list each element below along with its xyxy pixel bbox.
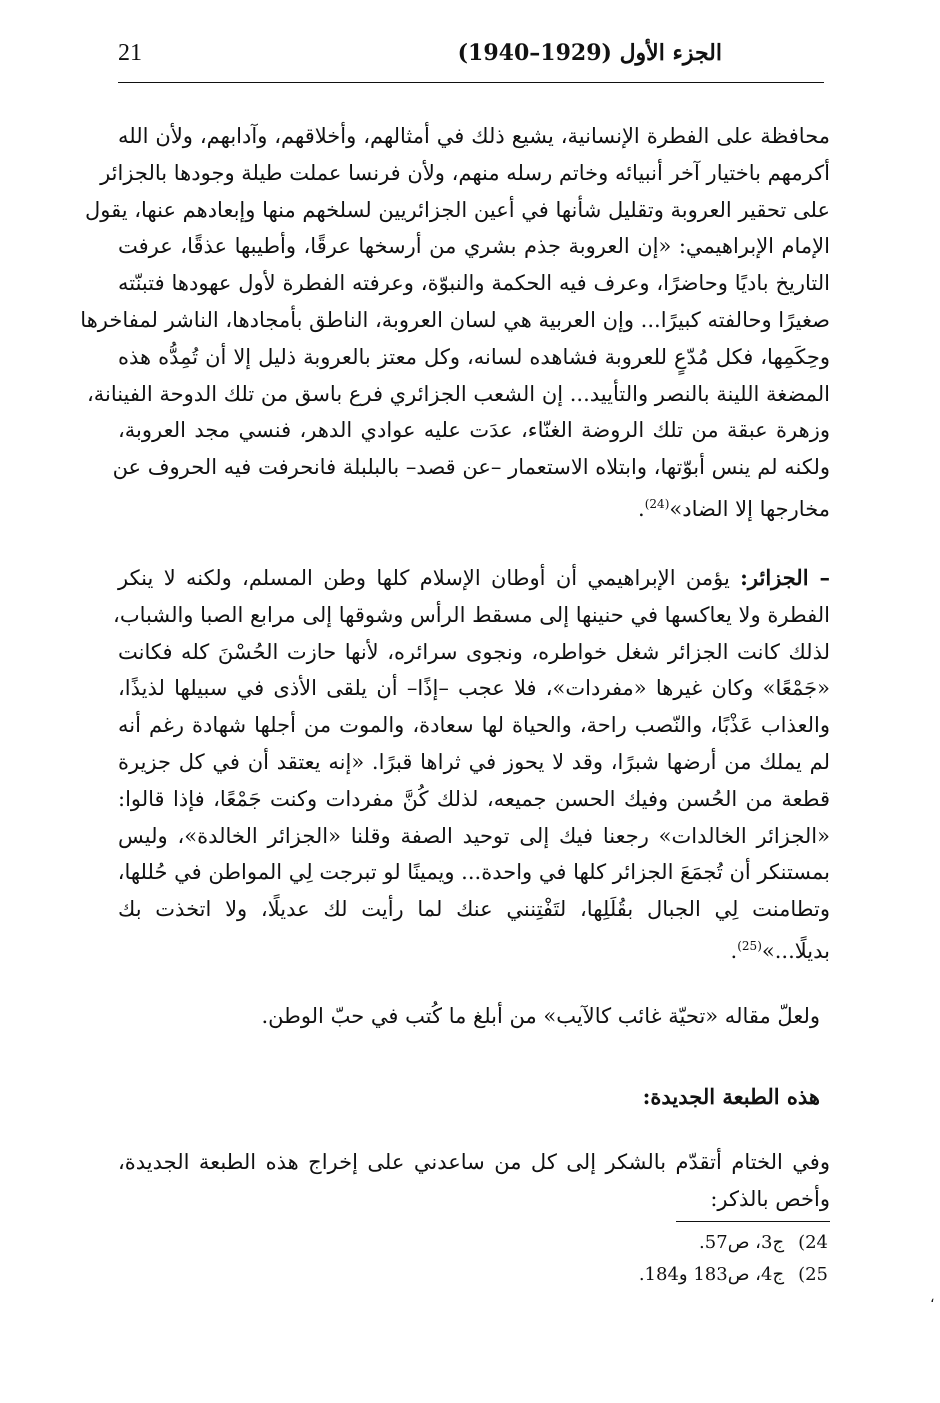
paragraph-4 [118,1144,830,1218]
text-line: صغيرًا وحالفته كبيرًا... وإن العربية هي لسان العروبة، الناطق بأمجادها، الناشر لمفاخرها [80,307,830,332]
text-line: لذلك كانت الجزائر شغل خواطره، ونجوى سرائره، لأنها حازت الحُسْنَ كله فكانت [118,639,830,664]
text-line-first [118,560,830,597]
text-line-content: يؤمن الإبراهيمي أن أوطان الإسلام كلها وطن المسلم، ولكنه لا ينكر [118,566,741,590]
paragraph-label: – الجزائر: [740,565,830,590]
stray-mark: ، [930,1290,935,1306]
text-line: الفطرة ولا يعاكسها في حنينها إلى مسقط الرأس وشوقها إلى مرابع الصبا والشباب، [113,602,830,627]
text-line: بمستنكر أن تُجمَعَ الجزائر كلها في واحدة... ويمينًا لو تبرجت لِي المواطن في حُللها، [117,860,830,885]
text-line: لم يملك من أرضها شبرًا، وقد لا يحوز في ثراها قبرًا. «إنه يعتقد أن في كل جزيرة [118,749,830,774]
section-heading: هذه الطبعة الجديدة: [642,1084,820,1109]
text-line: ولعلّ مقاله «تحيّة غائب كالآيب» من أبلغ ما كُتب في حبّ الوطن. [261,1004,820,1028]
text-line: وفي الختام أتقدّم بالشكر إلى كل من ساعدني على إخراج هذه الطبعة الجديدة، [118,1150,830,1174]
footnote-number: 24) [798,1232,828,1253]
text-line: قطعة من الحُسن وفيك الحسن جميعه، لذلك كُنَّ مفردات وكنت جَمْعًا، فإذا قالوا: [118,786,830,811]
text-line: وزهرة عبقة من تلك الروضة الغنّاء، عدَت عليه عوادي الدهر، فنسي مجد العروبة، [118,418,830,443]
text-line: «الجزائر الخالدات» رجعنا فيك إلى توحيد الصفة وقلنا «الجزائر الخالدة»، وليس [118,823,830,848]
running-head: الجزء الأول (1929–1940) [457,40,722,66]
text-line: الإمام الإبراهيمي: «إن العروبة جذم بشري من أرسخها عرقًا، وأطيبها عذقًا، عرفت [118,234,830,259]
text-line: المضغة اللينة بالنصر والتأييد... إن الشعب الجزائري فرع باسق من تلك الدوحة الفينانة، [86,381,830,406]
text-line-content: بديلًا...» [761,938,830,963]
paragraph-2 [113,560,830,970]
footnote-text: ج4، ص183 و184. [638,1264,785,1285]
footnote-24 [699,1232,828,1253]
text-line: على تحقير العروبة وتقليل شأنها في أعين الجزائريين لسلخهم منها وإبعادهم عنها، يقول [85,197,830,222]
text-line-last: وأخص بالذكر: [710,1186,830,1211]
text-line-last: بديلًا...»$^{(25)}$. [730,938,830,963]
paragraph-3 [261,998,820,1035]
page-number: 21 [118,40,142,66]
text-line: والعذاب عَذْبًا، والنّصب راحة، والحياة لها سعادة، والموت من أجلها شهادة رغم أنه [118,713,830,738]
text-line: «جَمْعًا» وكان غيرها «مفردات»، فلا عجب –إذًا– أن يلقى الأذى في سبيلها لذيذًا، [118,676,830,701]
text-line-content: مخارجها إلا الضاد» [669,496,830,521]
footnote-marker-25: (25) [737,938,762,953]
footnote-25 [639,1264,828,1285]
text-line-last: مخارجها إلا الضاد»$^{(24)}$. [638,496,830,521]
footnote-rule [676,1221,830,1222]
text-line: ولكنه لم ينس أبوّتها، وابتلاه الاستعمار –عن قصد– بالبلبلة فانحرفت فيه الحروف عن [112,455,830,480]
text-line: محافظة على الفطرة الإنسانية، يشيع ذلك في أمثالهم، وأخلاقهم، وآدابهم، ولأن الله [118,124,830,148]
text-line: وتطامنت لِي الجبال بقُلَلِها، لتَفْتِنني عنك لما رأيت لك عديلًا، ولا اتخذت بك [118,897,830,922]
footnote-marker-24: (24) [644,496,670,511]
text-line: التاريخ باديًا وحاضرًا، وعرف فيه الحكمة والنبوّة، وعرفته الفطرة لأول عهودها فتبنّته [118,271,830,296]
footnote-number: 25) [798,1264,828,1285]
header-rule [118,82,824,83]
paragraph-1 [80,118,830,528]
footnote-text: ج3، ص57. [699,1232,785,1253]
text-line: وحِكَمِها، فكل مُدّعٍ للعروبة فشاهده لسانه، وكل معتز بالعروبة ذليل إلا أن تُمِدُّه هذه [118,344,830,369]
text-line: أكرمهم باختيار آخر أنبيائه وخاتم رسله منهم، ولأن فرنسا عملت طيلة وجودها بالجزائر [100,160,830,185]
